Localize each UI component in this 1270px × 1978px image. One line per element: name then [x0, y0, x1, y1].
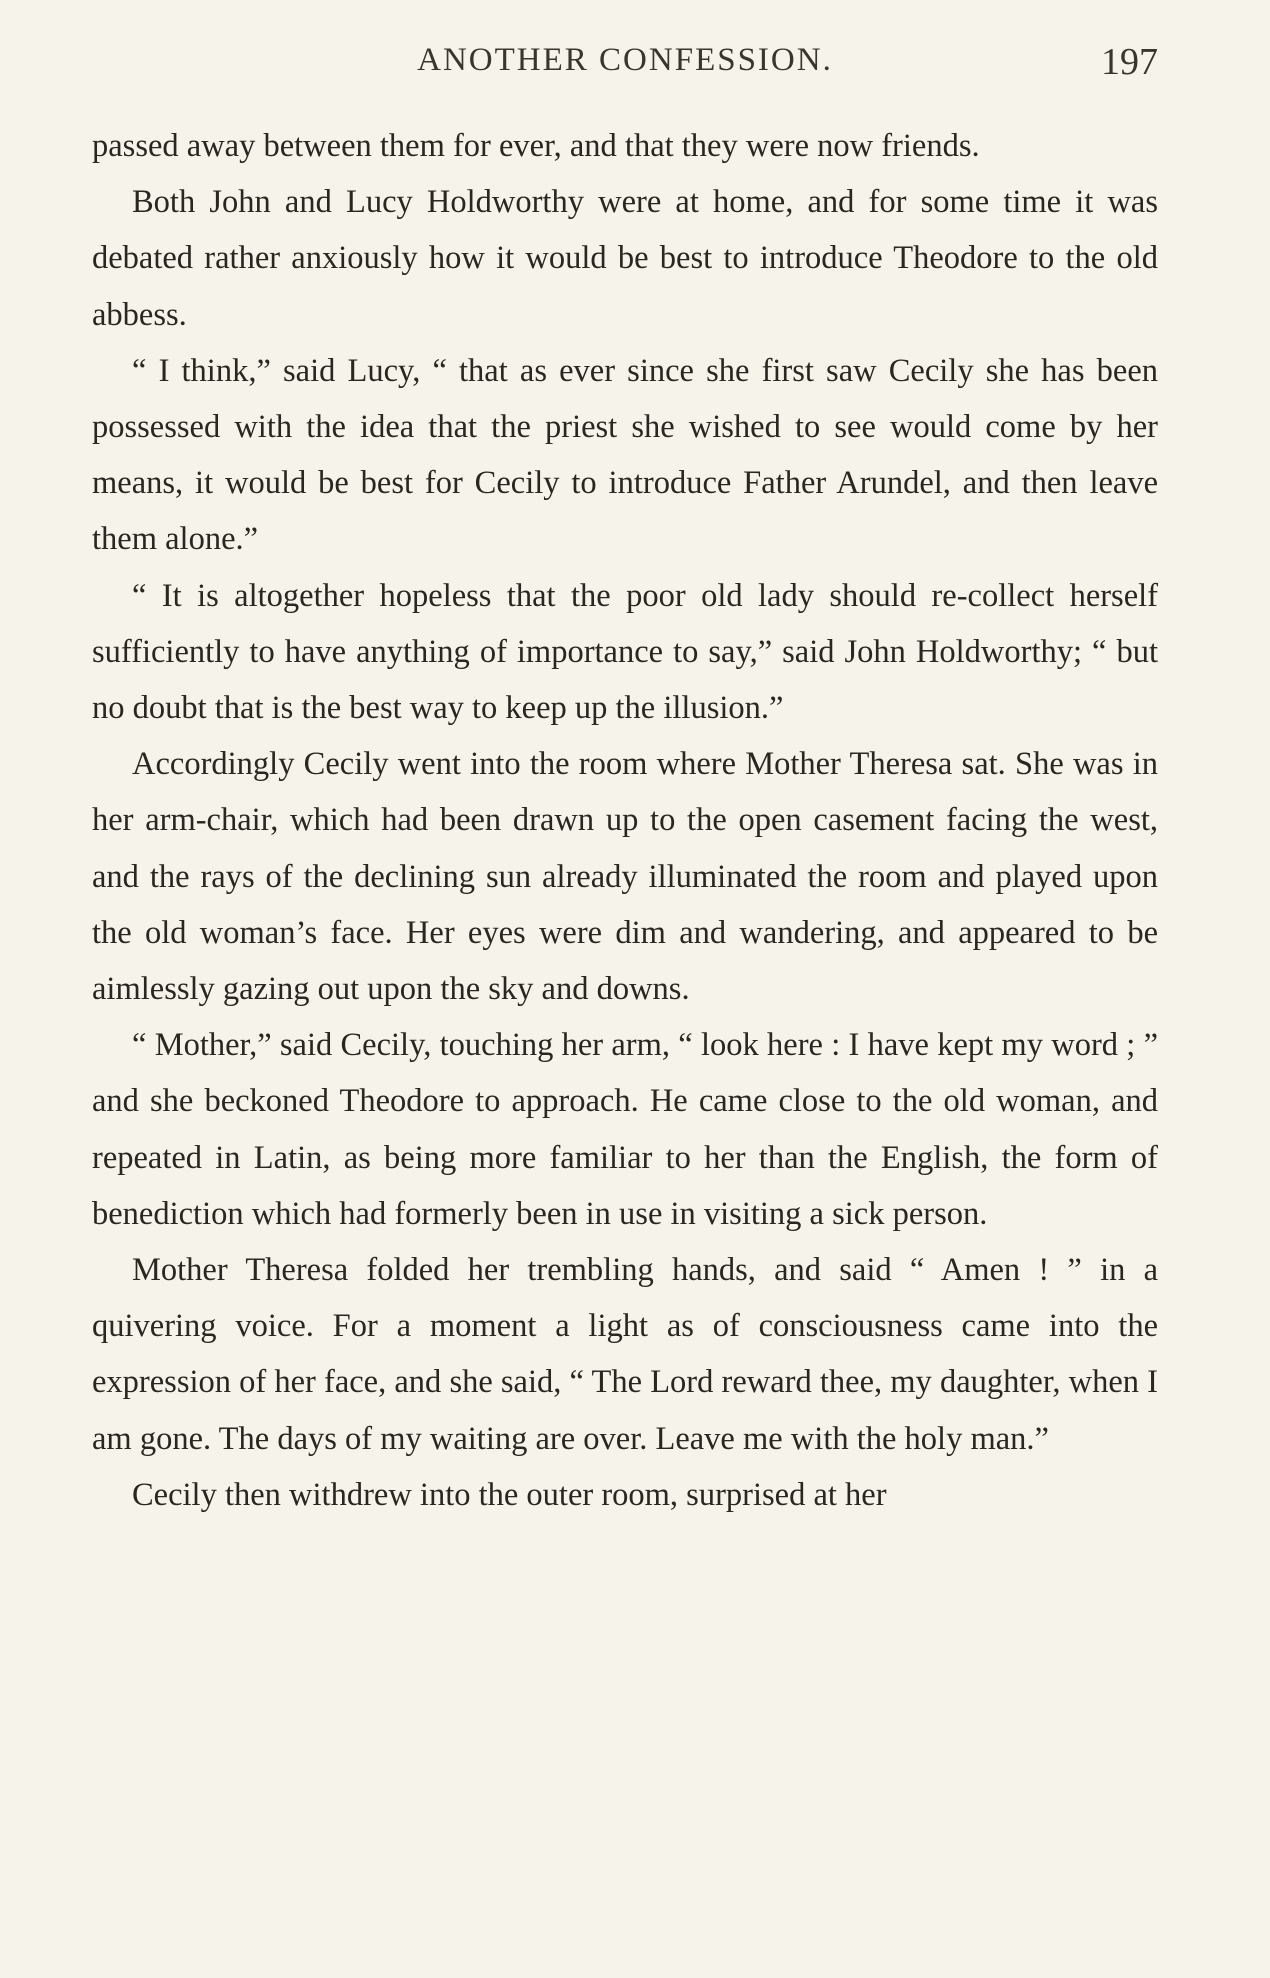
paragraph: “ It is altogether hopeless that the poor old lady should re-collect herself sufficiently to have anything of importance to say,” said John Holdworthy; “ but no doubt that is the best way to keep up the illusion.” — [92, 577, 1158, 727]
page-number: 197 — [1101, 41, 1158, 83]
paragraph: “ Mother,” said Cecily, touching her arm, “ look here : I have kept my word ; ” and she beckoned Theodore to approach. He came close to the old woman, and repeated in Latin, as being more familiar to her than the English, the form of benediction which had formerly been in use in visiting a sick person. — [92, 1027, 1158, 1232]
paragraph: Cecily then withdrew into the outer room, surprised at her — [132, 1476, 887, 1513]
running-title: ANOTHER CONFESSION. — [417, 42, 833, 78]
page-header — [92, 38, 1158, 98]
paragraph: Both John and Lucy Holdworthy were at home, and for some time it was debated rather anxiously how it would be best to introduce Theodore to the old abbess. — [92, 184, 1158, 333]
paragraph: passed away between them for ever, and that they were now friends. — [92, 128, 980, 164]
paragraph: “ I think,” said Lucy, “ that as ever since she first saw Cecily she has been possessed with the idea that the priest she wished to see would come by her means, it would be best for Cecily to introduce Father Arundel, and then leave them alone.” — [92, 352, 1158, 558]
paragraph: Accordingly Cecily went into the room where Mother Theresa sat. She was in her arm-chair, which had been drawn up to the open casement facing the west, and the rays of the declining sun already illuminated the room and played upon the old woman’s face. Her eyes were dim and wandering, and appeared to be aimlessly gazing out upon the sky and downs. — [92, 746, 1158, 1008]
paragraph: Mother Theresa folded her trembling hands, and said “ Amen ! ” in a quivering voice. For a moment a light as of consciousness came into the expression of her face, and she said, “ The Lord reward thee, my daughter, when I am gone. The days of my waiting are over. Leave me with the holy man.” — [92, 1252, 1158, 1457]
body-text — [92, 118, 1158, 1523]
